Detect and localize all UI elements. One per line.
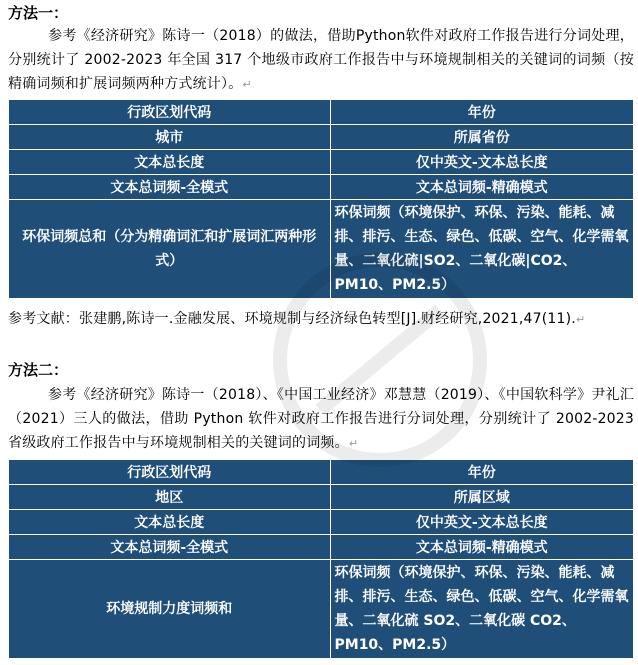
table-row <box>9 200 634 299</box>
cell: 所属省份 <box>330 125 634 150</box>
table-row <box>9 485 634 510</box>
table-row <box>9 100 634 125</box>
table-row <box>9 560 634 659</box>
method-one-paragraph: 参考《经济研究》陈诗一（2018）的做法，借助Python软件对政府工作报告进行分词处理，分别统计了 2002-2023 年全国 317 个地级市政府工作报告中与环境规制相关的关键词的词频（按精确词频和扩展词频两种方式统计）。↵ <box>8 28 634 92</box>
method-two-heading: 方法二： <box>8 361 69 379</box>
cell: 年份 <box>330 460 634 485</box>
method-two-text: 参考《经济研究》陈诗一（2018）、《中国工业经济》邓慧慧（2019）、《中国软科学》尹礼汇（2021）三人的做法，借助 Python 软件对政府工作报告进行分词处理，分别统计了 2002-2023 省级政府工作报告中与环境规制相关的关键词的词频。 <box>8 387 634 451</box>
method-one-heading: 方法一： <box>8 4 69 22</box>
cell: 文本总词频-精确模式 <box>330 535 634 560</box>
method-two-table <box>8 459 634 659</box>
cell: 文本总词频-全模式 <box>9 535 331 560</box>
cell: 环保词频（环境保护、环保、污染、能耗、减排、排污、生态、绿色、低碳、空气、化学需氧量、二氧化硫|SO2、二氧化碳|CO2、PM10、PM2.5） <box>330 200 634 299</box>
cell: 文本总词频-全模式 <box>9 175 331 200</box>
method-two-paragraph: 参考《经济研究》陈诗一（2018）、《中国工业经济》邓慧慧（2019）、《中国软科学》尹礼汇（2021）三人的做法，借助 Python 软件对政府工作报告进行分词处理，分别统计了 2002-2023 省级政府工作报告中与环境规制相关的关键词的词频。↵ <box>8 387 634 451</box>
cell: 仅中英文-文本总长度 <box>330 510 634 535</box>
cell: 文本总长度 <box>9 510 331 535</box>
cell: 城市 <box>9 125 331 150</box>
table-row <box>9 175 634 200</box>
cell: 行政区划代码 <box>9 100 331 125</box>
cell: 年份 <box>330 100 634 125</box>
cell: 环境规制力度词频和 <box>9 560 331 659</box>
cell: 行政区划代码 <box>9 460 331 485</box>
cell: 环保词频（环境保护、环保、污染、能耗、减排、排污、生态、绿色、低碳、空气、化学需氧量、二氧化硫 SO2、二氧化碳 CO2、PM10、PM2.5） <box>330 560 634 659</box>
table-row <box>9 125 634 150</box>
table-row <box>9 150 634 175</box>
cell: 文本总词频-精确模式 <box>330 175 634 200</box>
cell: 所属区域 <box>330 485 634 510</box>
method-one-text: 参考《经济研究》陈诗一（2018）的做法，借助Python软件对政府工作报告进行分词处理，分别统计了 2002-2023 年全国 317 个地级市政府工作报告中与环境规制相关的关键词的词频（按精确词频和扩展词频两种方式统计）。 <box>8 28 634 92</box>
method-one-table <box>8 99 634 299</box>
cell: 仅中英文-文本总长度 <box>330 150 634 175</box>
cell: 地区 <box>9 485 331 510</box>
reference-text: 参考文献：张建鹏,陈诗一.金融发展、环境规制与经济绿色转型[J].财经研究,2021,47(11). <box>8 311 576 327</box>
table-row <box>9 460 634 485</box>
cell: 环保词频总和（分为精确词汇和扩展词汇两种形式） <box>9 200 331 299</box>
reference-line: 参考文献：张建鹏,陈诗一.金融发展、环境规制与经济绿色转型[J].财经研究,2021,47(11).↵ <box>8 311 586 327</box>
cell: 文本总长度 <box>9 150 331 175</box>
table-row <box>9 535 634 560</box>
table-row <box>9 510 634 535</box>
